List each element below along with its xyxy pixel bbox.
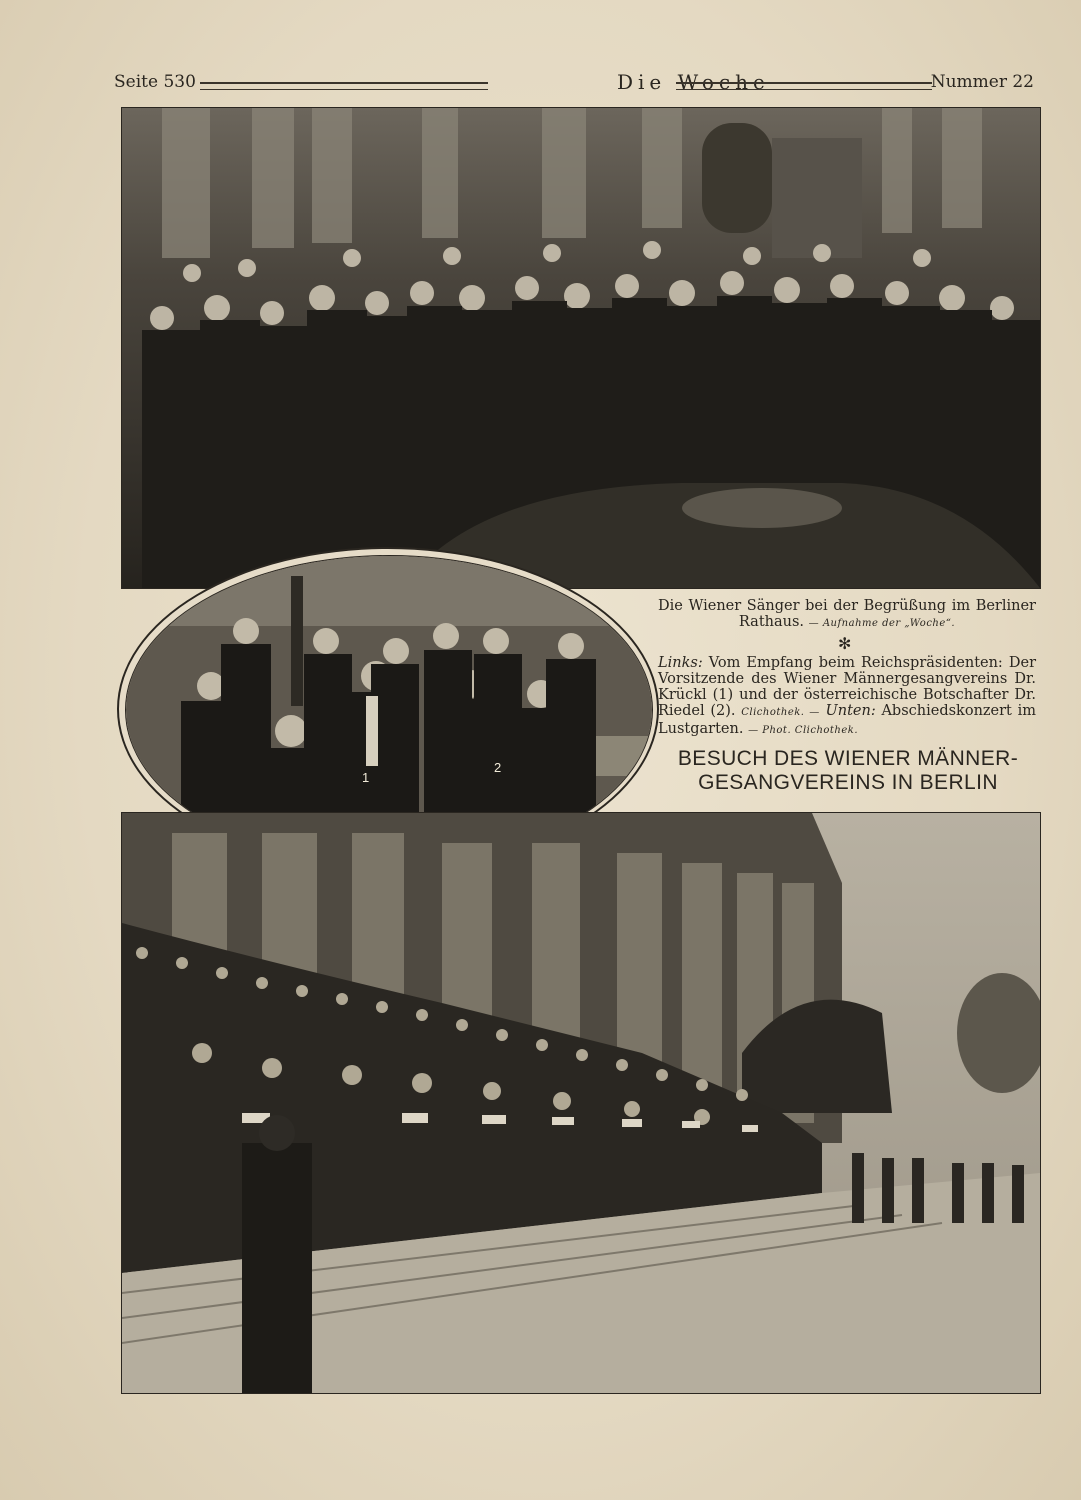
caption-bottom-credit: — Phot. Clichothek. [748,725,859,736]
caption-top-credit: — Aufnahme der „Woche“. [808,618,956,629]
headline-line-1: BESUCH DES WIENER MÄNNER- [677,747,1019,770]
caption-top-text: Die Wiener Sänger bei der Begrüßung im Berliner Rathaus. [658,598,1036,630]
caption-top-photo [658,598,1036,632]
caption-bottom-label: Unten: [825,703,876,719]
magazine-title: Die Woche [617,70,770,94]
issue-number: Nummer 22 [930,72,1034,92]
photo-rathaus-reception [121,107,1041,589]
caption-lower-photos [658,655,1036,739]
caption-left-text: Vom Empfang beim Reichspräsidenten: Der Vorsitzende des Wiener Männergesangvereins Dr. Krückl (1) und der österreichische Botschafter Dr. Riedel (2). [658,655,1037,719]
headline-line-2: GESANGVEREINS IN BERLIN [698,771,998,794]
article-headline [658,747,1038,795]
caption-left-credit: Clichothek. — [741,707,820,718]
photo-lustgarten-concert [121,812,1041,1394]
header-rule-left [200,82,488,90]
marker-2: 2 [494,760,502,775]
marker-1: 1 [362,770,370,785]
header-rule-right [676,82,932,90]
caption-left-label: Links: [658,655,703,671]
caption-separator: ✻ [838,634,852,653]
caption-bottom-text: Abschiedskonzert im Lustgarten. [658,703,1036,737]
page-number: Seite 530 [114,72,196,92]
